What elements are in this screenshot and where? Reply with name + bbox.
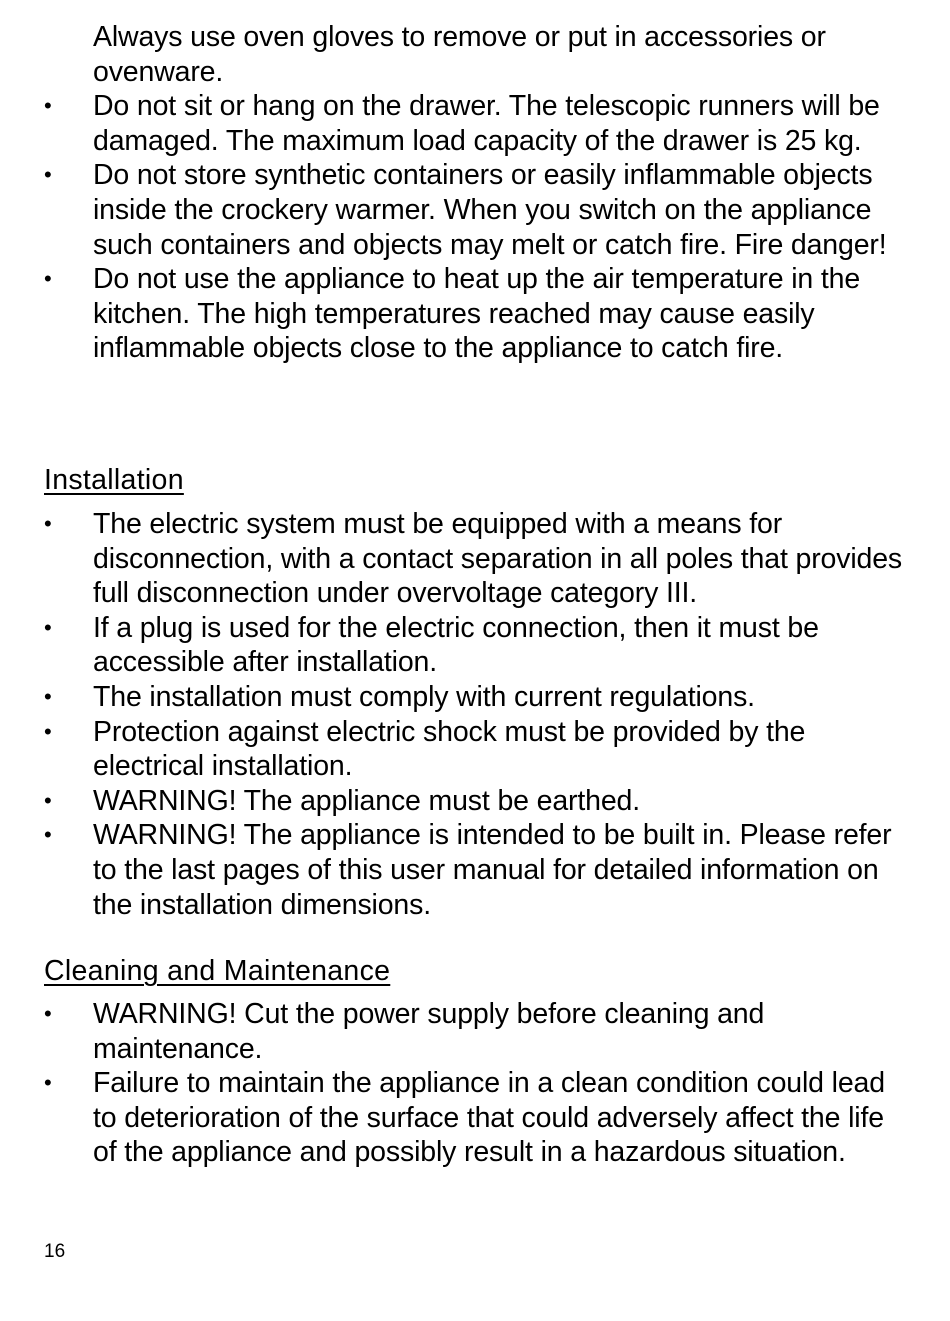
- list-item-text: If a plug is used for the electric connection, then it must be accessible after installation.: [93, 611, 819, 679]
- bullet-icon: •: [44, 266, 52, 292]
- list-item-text: The electric system must be equipped with a means for disconnection, with a contact separation in all poles that provides full disconnection under overvoltage category III.: [93, 508, 903, 610]
- list-item-text: Do not store synthetic containers or easily inflammable objects inside the crockery warmer. When you switch on the appliance such containers and objects may melt or catch fire. Fire danger!: [93, 159, 887, 261]
- list-item: [0, 997, 950, 1066]
- list-item: [0, 262, 950, 366]
- list-item-text: WARNING! Cut the power supply before cleaning and maintenance.: [93, 998, 765, 1065]
- bullet-icon: •: [44, 787, 52, 813]
- list-item: [0, 784, 950, 819]
- list-item: [0, 680, 950, 715]
- list-item-text: WARNING! The appliance is intended to be built in. Please refer to the last pages of this user manual for detailed information on the installation dimensions.: [93, 819, 892, 921]
- list-item: [0, 89, 950, 158]
- bullet-icon: •: [44, 614, 52, 640]
- list-item: [0, 611, 950, 680]
- installation-list: [0, 507, 950, 922]
- list-item-text: Do not sit or hang on the drawer. The telescopic runners will be damaged. The maximum load capacity of the drawer is 25 kg.: [93, 90, 880, 157]
- list-item-text: Always use oven gloves to remove or put in accessories or ovenware.: [93, 21, 826, 88]
- bullet-icon: •: [44, 1070, 52, 1096]
- list-item: [0, 715, 950, 784]
- list-item-text: Protection against electric shock must be provided by the electrical installation.: [93, 715, 806, 783]
- bullet-icon: •: [44, 162, 52, 188]
- list-item-text: Failure to maintain the appliance in a clean condition could lead to deterioration of the surface that could adversely affect the life of the appliance and possibly result in a hazardous situation.: [93, 1067, 885, 1169]
- list-item: [0, 20, 950, 89]
- bullet-icon: •: [44, 822, 52, 848]
- bullet-icon: •: [44, 511, 52, 536]
- list-item: [0, 1066, 950, 1170]
- bullet-icon: •: [44, 683, 52, 709]
- intro-list: [0, 20, 950, 366]
- list-item-text: Do not use the appliance to heat up the air temperature in the kitchen. The high temperatures reached may cause easily inflammable objects close to the appliance to catch fire.: [93, 263, 861, 365]
- page-number: 16: [44, 1241, 66, 1262]
- list-item: [0, 158, 950, 262]
- section-heading-installation: Installation: [44, 464, 184, 496]
- list-item: [0, 818, 950, 922]
- bullet-icon: •: [44, 718, 52, 744]
- bullet-icon: •: [44, 93, 52, 119]
- cleaning-list: [0, 997, 950, 1170]
- list-item-text: The installation must comply with current regulations.: [93, 680, 755, 713]
- list-item-text: WARNING! The appliance must be earthed.: [93, 784, 640, 817]
- section-heading-cleaning: Cleaning and Maintenance: [44, 955, 391, 987]
- list-item: [0, 507, 950, 611]
- bullet-icon: •: [44, 1001, 52, 1026]
